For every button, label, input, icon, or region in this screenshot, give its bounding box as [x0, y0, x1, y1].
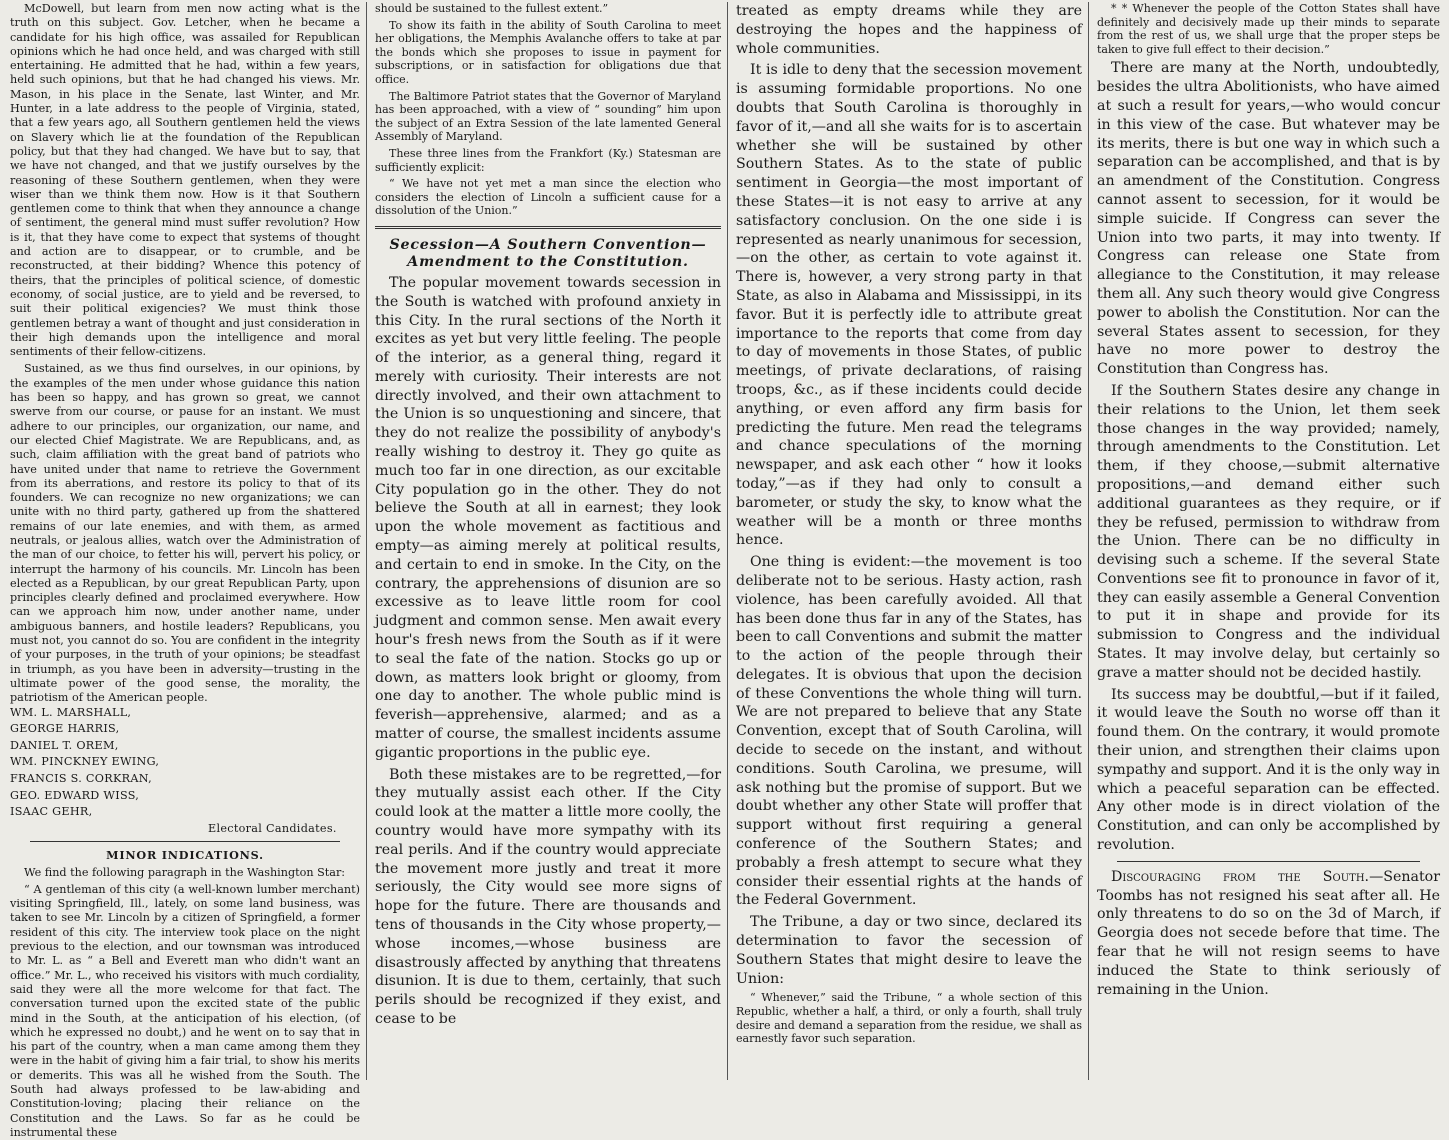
quote-paragraph: “ Whenever,” said the Tribune, “ a whole section of this Republic, whether a half, a third, or only a fourth, shall truly desire and demand a separation from the residue, we shall as earnestly favor such separation.	[736, 991, 1082, 1046]
paragraph: We find the following paragraph in the Washington Star:	[24, 865, 346, 879]
quote-paragraph: “ A gentleman of this city (a well-known lumber merchant) visiting Springfield, Ill., lately, on some land business, was taken to see Mr. Lincoln by a citizen of Springfield, a former resident of this city. The interview took place on the night previous to the election, and our townsman was introduced to Mr. L. as “ a Bell and Everett man who didn't want an office.” Mr. L., who received his visitors with much cordiality, said they were all the more welcome for that fact. The conversation turned upon the excited state of the public mind in the South, at the anticipation of his election, (of which he expressed no doubt,) and he went on to say that in his part of the country, when a man came among them they were in the habit of giving him a fair trial, to show his merits or demerits. This was all he wished from the South. The South had always professed to be law-abiding and Constitution-loving; placing their reliance on the Constitution and the Laws. So far as he could be instrumental these	[10, 882, 360, 1139]
signers-list	[10, 706, 360, 836]
paragraph: The popular movement towards secession in the South is watched with profound anxiety in this City. In the rural sections of the North it excites as yet but very little feeling. The people of the interior, as a general thing, regard it merely with curiosity. Their interests are not directly involved, and their own attachment to the Union is so unquestioning and sincere, that they do not realize the possibility of anybody's really wishing to destroy it. They go quite as much too far in one direction, as our excitable City population go in the other. They do not believe the South at all in earnest; they look upon the whole movement as factitious and empty—as aiming merely at political results, and certain to end in smoke. In the City, on the contrary, the apprehensions of disunion are so excessive as to leave little room for cool judgment and common sense. Men await every hour's fresh news from the South as if it were to seal the fate of the nation. Stocks go up or down, as matters look bright or gloomy, from one day to another. The whole public mind is feverish—apprehensive, alarmed; and as a matter of course, the smallest incidents assume gigantic proportions in the public eye.	[375, 274, 721, 761]
paragraph: It is idle to deny that the secession movement is assuming formidable proportions. No one doubts that South Carolina is thoroughly in favor of it,—and all she waits for is to ascertain whether she will be sustained by other Southern States. As to the state of public sentiment in Georgia—the most important of these States—it is not easy to arrive at any satisfactory conclusion. On the one side i is represented as nearly unanimous for secession,—on the other, as certain to vote against it. There is, however, a very strong party in that State, as also in Alabama and Mississippi, in its favor. But it is perfectly idle to attribute great importance to the reports that come from day to day of movements in those States, of public meetings, of private declarations, of raising troops, &c., as if these incidents could decide anything, or even afford any firm basis for predicting the future. Men read the telegrams and chance speculations of the morning newspaper, and ask each other “ how it looks today,”—as if they had only to consult a barometer, or study the sky, to know what the weather will be a month or three months hence.	[736, 62, 1082, 549]
paragraph: Both these mistakes are to be regretted,—for they mutually assist each other. If the City could look at the matter a little more coolly, the country would have more sympathy with its real perils. And if the country would appreciate the movement more justly and treat it more seriously, the City would see more signs of hope for the future. There are thousands and tens of thousands in the City whose property,—whose incomes,—whose business are disastrously affected by anything that threatens disunion. It is due to them, certainly, that such perils should be recognized if they exist, and cease to be	[375, 766, 721, 1027]
column-1	[2, 2, 366, 1139]
paragraph: There are many at the North, undoubtedly, besides the ultra Abolitionists, who have aimed at such a result for years,—who would concur in this view of the case. But whatever may be its merits, there is but one way in which such a separation can be accomplished, and that is by an amendment of the Constitution. Congress cannot assent to secession, for it would be simple suicide. If Congress can sever the Union into two parts, it may into twenty. If Congress can release one State from allegiance to the Constitution, it may release them all. Any such theory would give Congress power to abolish the Constitution. Nor can the several States assent to secession, for they have no more power to destroy the Constitution than Congress has.	[1097, 60, 1440, 378]
paragraph: should be sustained to the fullest extent.”	[375, 2, 609, 15]
signer: GEORGE HARRIS,	[10, 722, 120, 736]
paragraph: One thing is evident:—the movement is too deliberate not to be serious. Hasty action, rash violence, has been carefully avoided. All that has been done thus far in any of the States, has been to call Conventions and submit the matter to the action of the people through their delegates. It is obvious that upon the decision of these Conventions the whole thing will turn. We are not prepared to believe that any State Convention, except that of South Carolina, will decide to secede on the instant, and without conditions. South Carolina, we presume, will ask nothing but the promise of support. But we doubt whether any other State will proffer that support without first requiring a general conference of the Southern States; and probably a fresh attempt to secure what they consider their essential rights at the hands of the Federal Government.	[736, 554, 1082, 909]
section-heading: MINOR INDICATIONS.	[106, 848, 264, 863]
column-4	[1089, 2, 1446, 1080]
article-heading: Amendment to the Constitution.	[407, 253, 689, 270]
signer: WM. L. MARSHALL,	[10, 705, 132, 719]
signer: GEO. EDWARD WISS,	[10, 788, 140, 802]
paragraph: If the Southern States desire any change in their relations to the Union, let them seek those changes in the way provided; namely, through amendments to the Constitution. Let them, if they choose,—submit alternative propositions,—and demand either such additional guarantees as they require, or if they be refused, permission to withdraw from the Union. There can be no difficulty in devising such a scheme. If the several State Conventions see fit to pronounce in favor of it, they can easily assemble a General Convention to put it in shape and provide for its submission to Congress and the individual States. It may involve delay, but certainly so grave a matter should not be decided hastily.	[1097, 382, 1440, 681]
paragraph: treated as empty dreams while they are destroying the hopes and the happiness of whole communities.	[736, 3, 1082, 57]
paragraph: The Tribune, a day or two since, declared its determination to favor the secession of Southern States that might desire to leave the Union:	[736, 914, 1082, 987]
paragraph-lead: Discouraging from the South.	[1111, 868, 1370, 885]
signer: FRANCIS S. CORKRAN,	[10, 771, 152, 785]
article-heading: Secession—A Southern Convention—	[389, 236, 707, 253]
signers-title: Electoral Candidates.	[208, 821, 337, 835]
paragraph	[1097, 868, 1440, 1000]
signer: ISAAC GEHR,	[10, 805, 93, 819]
paragraph-body: —Senator Toombs has not resigned his seat after all. He only threatens to do so on the 3d of March, if Georgia does not secede before that time. The fear that he will not resign seems to have induced the State to think seriously of remaining in the Union.	[1097, 868, 1440, 998]
quote-paragraph: “ We have not yet met a man since the election who considers the election of Lincoln a sufficient cause for a dissolution of the Union.”	[375, 177, 721, 218]
paragraph: Sustained, as we thus find ourselves, in our opinions, by the examples of the men under whose guidance this nation has been so happy, and has grown so great, we cannot swerve from our course, or pause for an instant. We must adhere to our principles, our organization, our name, and our elected Chief Magistrate. We are Republicans, and, as such, claim affiliation with the great band of patriots who have united under that name to retrieve the Government from its aberrations, and restore its policy to that of its founders. We can recognize no new organizations; we can unite with no third party, gathered up from the shattered remains of our late enemies, and with them, as armed neutrals, or jealous allies, watch over the Administration of the man of our choice, to fetter his will, pervert his policy, or interrupt the harmony of his councils. Mr. Lincoln has been elected as a Republican, by our great Republican Party, upon principles clearly defined and proclaimed everywhere. How can we approach him now, under another name, under ambiguous banners, and hostile leaders? Republicans, you must not, you cannot do so. You are confident in the integrity of your purposes, in the truth of your opinions; be steadfast in triumph, as you have been in adversity—trusting in the ultimate power of the good sense, the morality, the patriotism of the American people.	[10, 362, 360, 705]
paragraph: To show its faith in the ability of South Carolina to meet her obligations, the Memphis Avalanche offers to take at par the bonds which she proposes to issue in payment for subscriptions, or in satisfaction for obligations due that office.	[375, 18, 721, 86]
divider	[30, 841, 340, 842]
paragraph: These three lines from the Frankfort (Ky.) Statesman are sufficiently explicit:	[375, 146, 721, 174]
paragraph: The Baltimore Patriot states that the Governor of Maryland has been approached, with a view of “ sounding” him upon the subject of an Extra Session of the late lamented General Assembly of Maryland.	[375, 89, 721, 144]
quote-paragraph: * * Whenever the people of the Cotton States shall have definitely and decisively made up their minds to separate from the rest of us, we shall urge that the proper steps be taken to give full effect to their decision.”	[1097, 2, 1440, 56]
divider	[1117, 861, 1420, 862]
paragraph: McDowell, but learn from men now acting what is the truth on this subject. Gov. Letcher, when he became a candidate for his high office, was assailed for Republican opinions which he had once held, and was charged with still entertaining. He admitted that he had, within a few years, held such opinions, but that he had changed his views. Mr. Mason, in his place in the Senate, last Winter, and Mr. Hunter, in a late address to the people of Virginia, stated, that a few years ago, all Southern gentlemen held the views on Slavery which lie at the foundation of the Republican policy, but that they had changed. We have but to say, that we have not changed, and that we justify ourselves by the reasoning of these Southern gentlemen, when they were wiser than we think them now. How is it that Southern gentlemen come to think that when they announce a change of sentiment, the general mind must suffer revolution? How is it, that they have come to expect that systems of thought and action are to disappear, or to crumble, and be reconstructed, at their bidding? Whence this potency of theirs, that the principles of political science, of domestic economy, of social justice, are to yield and be reversed, to suit their political exigencies? We must think those gentlemen betray a want of thought and just consideration in their high demands upon the intelligence and moral sentiments of their fellow-citizens.	[10, 2, 360, 359]
column-3	[728, 2, 1088, 1080]
paragraph: Its success may be doubtful,—but if it failed, it would leave the South no worse off than it found them. On the contrary, it would promote their union, and strengthen their claims upon sympathy and support. And it is the only way in which a peaceful separation can be effected. Any other mode is in direct violation of the Constitution, and can only be accomplished by revolution.	[1097, 686, 1440, 854]
column-2	[367, 2, 727, 1080]
signer: DANIEL T. OREM,	[10, 738, 119, 752]
signer: WM. PINCKNEY EWING,	[10, 755, 160, 769]
divider	[375, 226, 721, 229]
